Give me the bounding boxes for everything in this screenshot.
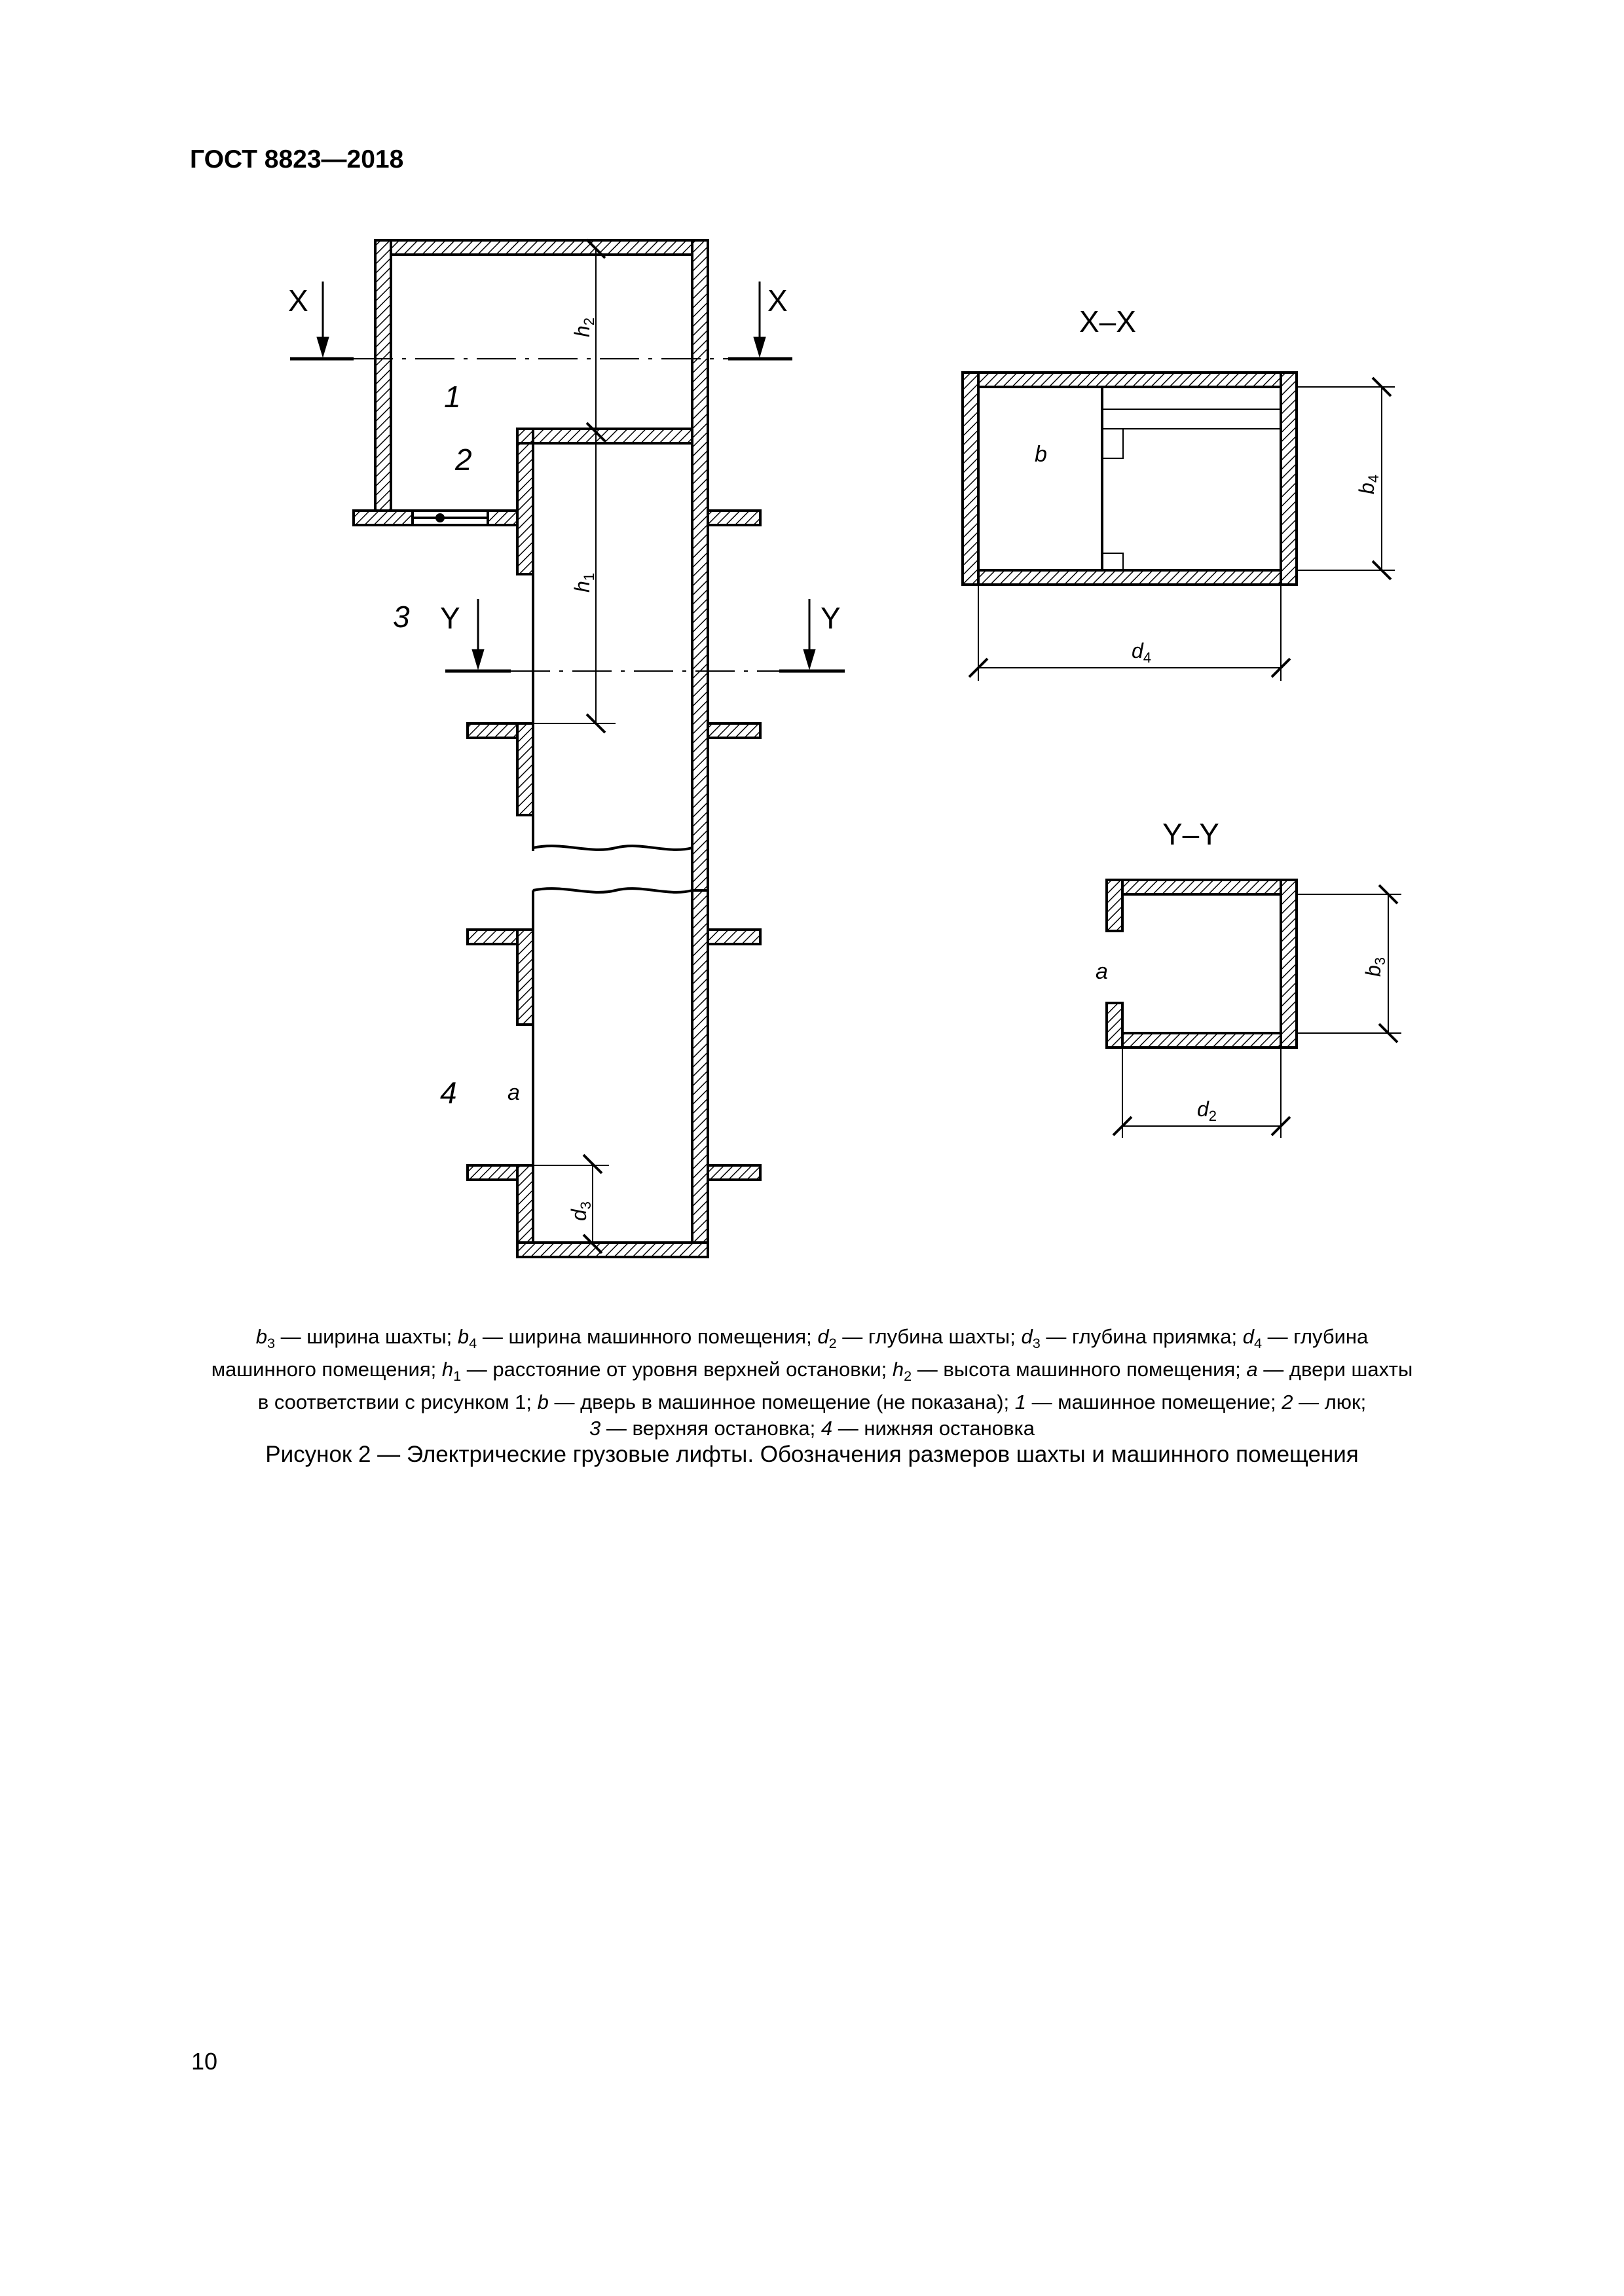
document-header: ГОСТ 8823—2018: [190, 145, 404, 173]
dim-h2-label: [570, 318, 597, 337]
figure-legend: [157, 1324, 1467, 1442]
dim-d2-label: $d_2$: [1197, 1097, 1217, 1124]
legend-line-4: 3 — верхняя остановка; 4 — нижняя остановка: [589, 1417, 1035, 1440]
page-number: 10: [191, 2048, 218, 2075]
machine-room-door-label: b: [1035, 442, 1047, 467]
yy-door-label: a: [1096, 959, 1108, 984]
y-right-label: Y: [821, 601, 841, 635]
cut-lines: [290, 282, 845, 671]
figure-caption: Рисунок 2 — Электрические грузовые лифты. Обозначения размеров шахты и машинного помещения: [265, 1442, 1359, 1467]
section-xx-dimensions: [978, 387, 1395, 681]
section-xx: [963, 373, 1297, 585]
item-4-label: 4: [440, 1076, 457, 1110]
section-yy-title: Y–Y: [1162, 817, 1219, 851]
x-right-label: X: [767, 283, 788, 318]
dim-d3-label: [567, 1201, 594, 1221]
svg-text:b3: $b_3$: [1361, 957, 1388, 977]
dim-b4-label: [1355, 475, 1382, 494]
svg-text:b4: $b_4$: [1355, 474, 1382, 494]
section-xx-title: X–X: [1079, 304, 1136, 338]
dim-b3-label: [1361, 957, 1388, 977]
svg-text:d3: $d_3$: [567, 1201, 594, 1221]
item-3-label: 3: [393, 600, 410, 634]
legend-line-3: в соответствии с рисунком 1; b — дверь в машинное помещение (не показана); 1 — машинное помещение; 2 — люк;: [257, 1391, 1367, 1414]
y-left-label: Y: [440, 601, 460, 635]
legend-line-2: машинного помещения; $h_1$ — расстояние от уровня верхней остановки; $h_2$ — высота машинного помещения; a — двери шахты: [211, 1358, 1413, 1385]
section-yy-dimensions: [1122, 894, 1401, 1138]
item-1-label: 1: [444, 380, 461, 414]
side-dimensions: [533, 249, 616, 1244]
shaft-lower-section: [468, 888, 760, 1257]
section-yy: [1107, 880, 1297, 1048]
svg-text:h2: $h_2$: [570, 317, 597, 337]
x-left-label: X: [288, 283, 308, 318]
dim-d4-label: $d_4$: [1132, 639, 1152, 666]
shaft-upper-section: [468, 443, 760, 851]
svg-text:h1: $h_1$: [570, 572, 597, 592]
item-2-label: 2: [455, 443, 472, 477]
legend-line-1: $b_3$ — ширина шахты; $b_4$ — ширина машинного помещения; $d_2$ — глубина шахты; $d_3$ — глубина приямка; $d_4$ — глубина: [255, 1325, 1369, 1352]
shaft-door-label: a: [507, 1080, 520, 1105]
dim-h1-label: [570, 573, 597, 592]
